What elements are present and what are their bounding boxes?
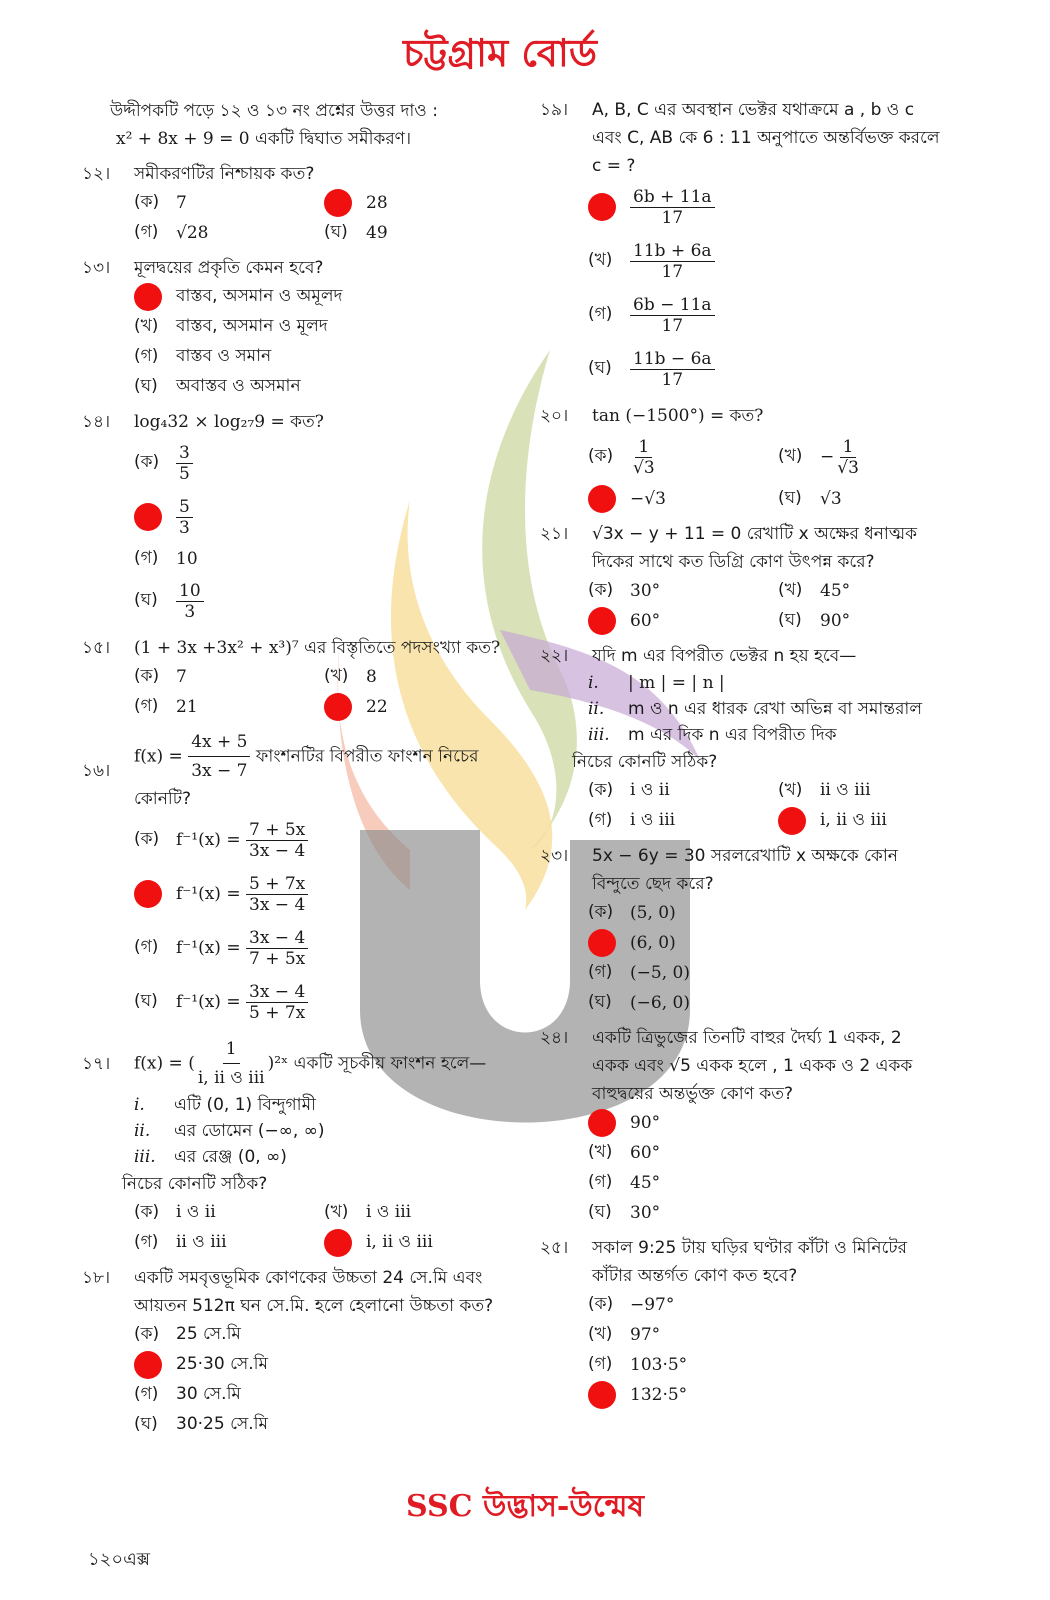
option-fraction: $\frac{10}{3}$ [176,581,204,622]
question-number: ২২। [540,646,569,666]
option-label: (ঘ) [134,590,158,610]
option-text: i ও ii [630,780,670,800]
question-text: 5x − 6y = 30 সরলরেখাটি x অক্ষকে কোন বিন্দুতে ছেদ করে? [592,846,898,894]
answer-marker [134,1351,162,1379]
question-text: একটি সূচকীয় ফাংশন হলে— [293,1053,487,1074]
option-label: (ঘ) [588,358,612,378]
answer-marker [134,503,162,531]
question-text: log₄32 × log₂₇9 = কত? [134,412,324,432]
option-fraction: $\frac{3x - 4}{7 + 5x}$ [246,928,308,969]
option-label: (গ) [134,937,159,957]
option-text: i ও ii [176,1202,216,1222]
question-prompt: নিচের কোনটি সঠিক? [572,752,718,772]
question-number: ১২। [82,164,111,184]
option-label: (গ) [588,810,613,830]
option-text: 97° [630,1325,661,1345]
option-fraction: $\frac{6b + 11a}{17}$ [630,187,715,228]
function-lhs: f(x) = [134,746,183,767]
footer-brand: SSC উদ্ভাস-উন্মেষ [405,1489,645,1524]
option-label: (গ) [588,1354,613,1374]
statement-text: m ও n এর ধারক রেখা অভিন্ন বা সমান্তরাল [628,699,923,719]
question-text: একটি ত্রিভুজের তিনটি বাহুর দৈর্ঘ্য 1 একক, 2 একক এবং √5 একক হলে , 1 একক ও 2 একক বাহুদ্বয়ের অন্তর্ভুক্ত কোণ কত? [592,1028,913,1104]
question-number: ২০। [540,406,569,426]
option-fraction: $\frac{3}{5}$ [176,443,193,484]
option-text: 7 [176,193,187,213]
question-text: একটি সমবৃত্তভূমিক কোণকের উচ্চতা 24 সে.মি এবং আয়তন 512π ঘন সে.মি. হলে হেলানো উচ্চতা কত? [134,1268,494,1316]
option-label: (খ) [324,1202,349,1222]
option-label: (ঘ) [778,488,802,508]
option-label: (ক) [588,780,614,800]
option-label: (ক) [588,446,614,466]
option-label: (ঘ) [588,992,612,1012]
question-15 [82,634,522,722]
question-text: যদি m এর বিপরীত ভেক্টর n হয় হবে— [592,646,857,666]
question-16 [82,728,522,1029]
question-12 [82,160,522,248]
function-lhs: f(x) = ( [134,1053,195,1074]
function-exponent: )²ˣ [267,1053,289,1074]
question-19 [540,96,940,396]
option-text: (6, 0) [630,933,676,953]
option-label: (ক) [588,580,614,600]
option-label: (গ) [134,346,159,366]
option-label: (গ) [588,1172,613,1192]
answer-marker [588,607,616,635]
question-text: সমীকরণটির নিশ্চায়ক কত? [134,164,315,184]
option-text: বাস্তব, অসমান ও অমূলদ [176,286,343,306]
option-label: (গ) [588,304,613,324]
question-number: ১৯। [540,100,569,120]
answer-marker [588,1109,616,1137]
option-text: 7 [176,667,187,687]
option-label: (গ) [588,962,613,982]
option-label: (খ) [588,1324,613,1344]
option-label: (ঘ) [588,1202,612,1222]
statement-numeral: i. [134,1095,145,1115]
right-column [540,96,940,1410]
statement-numeral: ii. [134,1121,151,1141]
option-label: (ক) [588,1294,614,1314]
question-text: (1 + 3x +3x² + x³)⁷ এর বিস্তৃতিতে পদসংখ্যা কত? [134,638,501,658]
option-text: 25·30 সে.মি [176,1354,268,1374]
option-label: (ক) [134,666,160,686]
option-fraction: $\frac{1}{√3}$ [837,436,859,478]
question-13 [82,254,522,402]
option-label: (গ) [134,1232,159,1252]
option-label: (খ) [324,666,349,686]
option-text: 22 [366,697,388,717]
option-text: (5, 0) [630,903,676,923]
question-number: ১৭। [82,1053,111,1074]
option-text: i ও iii [366,1202,412,1222]
question-22 [540,642,940,836]
option-text: 90° [630,1113,661,1133]
question-text: A, B, C এর অবস্থান ভেক্টর যথাক্রমে a , b ও c এবং C, AB কে 6 : 11 অনুপাতে অন্তর্বিভক্ত করলে c = ? [592,100,940,176]
option-fraction: $\frac{5 + 7x}{3x - 4}$ [246,874,308,915]
option-text: √3 [820,489,842,509]
question-text: সকাল 9:25 টায় ঘড়ির ঘণ্টার কাঁটা ও মিনিটের কাঁটার অন্তর্গত কোণ কত হবে? [592,1238,907,1286]
option-text: 30° [630,581,661,601]
option-text: 10 [176,549,198,569]
option-label: (গ) [134,1384,159,1404]
option-text: 8 [366,667,377,687]
option-label: (খ) [778,580,803,600]
option-text: (−5, 0) [630,963,690,983]
statement-numeral: i. [588,673,599,693]
question-17 [82,1035,522,1258]
option-text: 132·5° [630,1385,688,1405]
question-number: ২১। [540,524,569,544]
option-text: ii ও iii [176,1232,227,1252]
option-fraction: $\frac{11b + 6a}{17}$ [630,241,715,282]
statement-numeral: iii. [588,725,610,745]
statement-text: | m | = | n | [628,673,725,693]
question-prompt: নিচের কোনটি সঠিক? [122,1174,268,1194]
question-text: tan (−1500°) = কত? [592,406,764,426]
option-text: 30° [630,1203,661,1223]
option-fraction: $\frac{1}{√3}$ [633,436,655,478]
option-text: i ও iii [630,810,676,830]
question-24 [540,1024,940,1228]
statement-numeral: ii. [588,699,605,719]
answer-marker [324,1229,352,1257]
answer-marker [588,193,616,221]
option-text: 45° [630,1173,661,1193]
option-text: (−6, 0) [630,993,690,1013]
option-label: (খ) [588,1142,613,1162]
option-text: বাস্তব, অসমান ও মূলদ [176,316,328,336]
question-text: ফাংশনটির বিপরীত ফাংশন নিচের কোনটি? [134,746,479,809]
option-text: −97° [630,1295,675,1315]
page-title: চট্টগ্রাম বোর্ড [403,31,597,75]
question-number: ২৪। [540,1028,569,1048]
stimulus-intro: উদ্দীপকটি পড়ে ১২ ও ১৩ নং প্রশ্নের উত্তর দাও : [110,101,438,121]
question-number: ১৬। [82,760,111,781]
option-label: (গ) [134,548,159,568]
option-label: (ঘ) [134,376,158,396]
left-column [82,96,522,1440]
question-21 [540,520,940,636]
option-label: (ঘ) [134,991,158,1011]
option-label: (ক) [588,902,614,922]
option-text: i, ii ও iii [366,1232,433,1252]
option-label: (খ) [134,316,159,336]
option-label: (ক) [134,452,160,472]
answer-marker [324,693,352,721]
question-number: ১৮। [82,1268,111,1288]
option-text: ii ও iii [820,780,871,800]
option-label: (ক) [134,1324,160,1344]
question-text: √3x − y + 11 = 0 রেখাটি x অক্ষের ধনাত্মক দিকের সাথে কত ডিগ্রি কোণ উৎপন্ন করে? [592,524,918,572]
page-number: ১২০এক্স [88,1549,151,1570]
option-label: (ঘ) [134,1414,158,1434]
function-fraction: $\frac{4x + 5}{3x - 7}$ [188,728,250,785]
option-label: (গ) [134,222,159,242]
question-14 [82,408,522,628]
option-text: 25 সে.মি [176,1324,241,1344]
question-23 [540,842,940,1018]
option-text: 49 [366,223,388,243]
option-fraction: $\frac{3x - 4}{5 + 7x}$ [246,982,308,1023]
function-fraction: $\frac{1}{\text{i, ii ও iii}}$ [195,1035,268,1092]
option-text: 30·25 সে.মি [176,1414,268,1434]
option-fraction: $\frac{7 + 5x}{3x - 4}$ [246,820,308,861]
statement-text: এটি (0, 1) বিন্দুগামী [174,1095,316,1115]
option-fraction: $\frac{5}{3}$ [176,497,193,538]
question-20 [540,402,940,514]
answer-marker [588,929,616,957]
answer-marker [324,189,352,217]
option-text: বাস্তব ও সমান [176,346,272,366]
option-text: i, ii ও iii [820,810,887,830]
option-text: অবাস্তব ও অসমান [176,376,301,396]
stimulus-equation: x² + 8x + 9 = 0 একটি দ্বিঘাত সমীকরণ। [116,129,412,149]
statement-text: এর ডোমেন (−∞, ∞) [174,1121,325,1141]
function-name: f⁻¹(x) = [176,938,241,958]
answer-marker [134,283,162,311]
option-text: 103·5° [630,1355,688,1375]
question-number: ১৫। [82,638,111,658]
option-text: 21 [176,697,198,717]
option-label: (গ) [134,696,159,716]
option-fraction: $\frac{11b - 6a}{17}$ [630,349,715,390]
question-text: মূলদ্বয়ের প্রকৃতি কেমন হবে? [134,258,324,278]
option-label: (ক) [134,192,160,212]
option-text: 90° [820,611,851,631]
option-text: 30 সে.মি [176,1384,241,1404]
statement-numeral: iii. [134,1147,156,1167]
question-number: ২৫। [540,1238,569,1258]
option-text: 60° [630,611,661,631]
option-fraction: $\frac{6b - 11a}{17}$ [630,295,715,336]
question-number: ২৩। [540,846,569,866]
option-label: (ঘ) [324,222,348,242]
option-text: −√3 [630,489,666,509]
option-text: √28 [176,223,209,243]
answer-marker [778,807,806,835]
option-label: (খ) [778,446,803,466]
question-number: ১৪। [82,412,111,432]
option-text: 45° [820,581,851,601]
function-name: f⁻¹(x) = [176,830,241,850]
option-label: (খ) [778,780,803,800]
option-label: (ক) [134,829,160,849]
answer-marker [134,880,162,908]
statement-text: এর রেঞ্জ (0, ∞) [174,1147,287,1167]
question-18 [82,1264,522,1440]
function-name: f⁻¹(x) = [176,884,241,904]
answer-marker [588,1381,616,1409]
question-25 [540,1234,940,1410]
option-text: 28 [366,193,388,213]
statement-text: m এর দিক n এর বিপরীত দিক [628,725,837,745]
option-sign: − [820,447,835,467]
option-label: (ঘ) [778,610,802,630]
option-text: 60° [630,1143,661,1163]
option-label: (ক) [134,1202,160,1222]
answer-marker [588,485,616,513]
function-name: f⁻¹(x) = [176,992,241,1012]
question-number: ১৩। [82,258,111,278]
option-label: (খ) [588,250,613,270]
